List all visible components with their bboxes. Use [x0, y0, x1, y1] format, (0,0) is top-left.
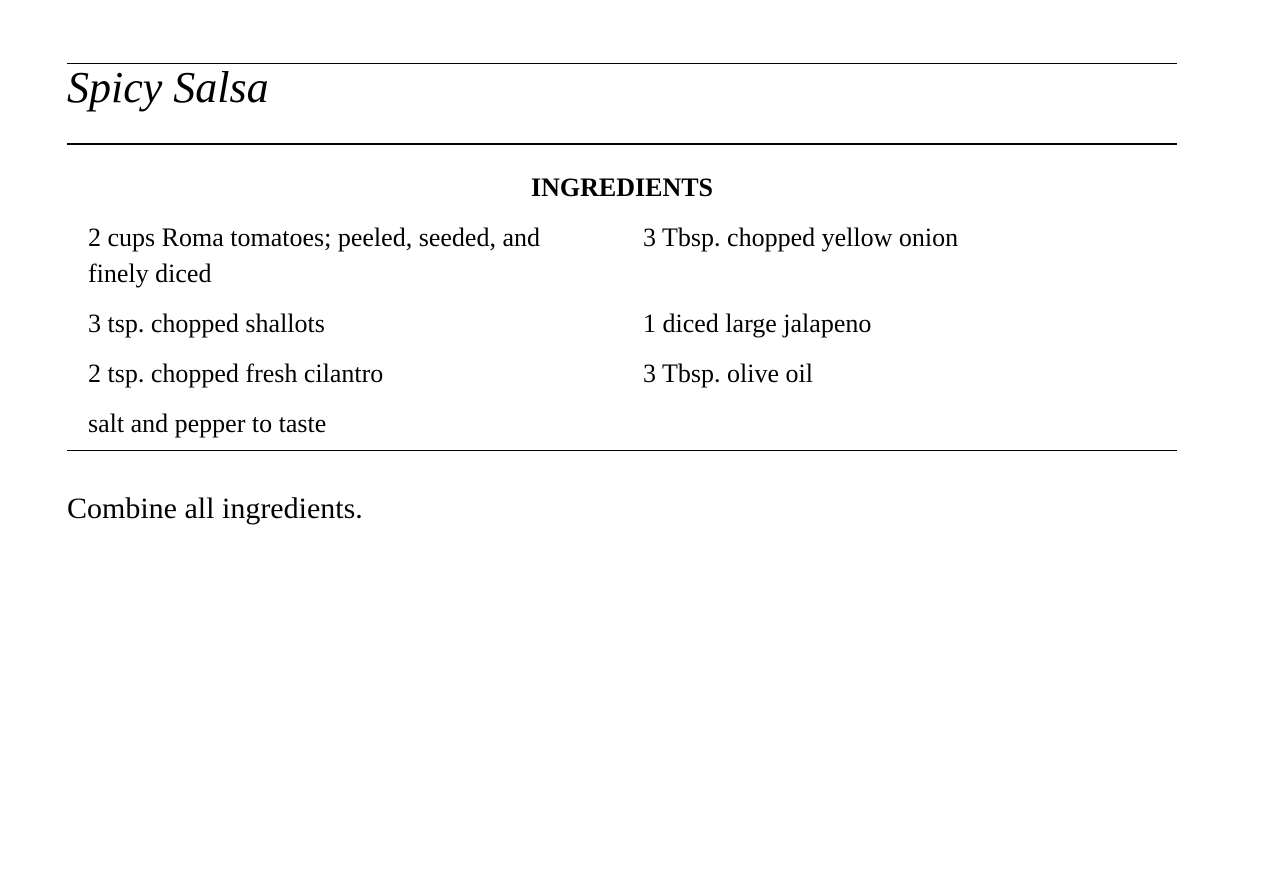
ingredient-item: 1 diced large jalapeno	[643, 309, 872, 338]
recipe-title: Spicy Salsa	[67, 63, 269, 112]
ingredient-item: salt and pepper to taste	[88, 409, 327, 438]
ingredient-item: 2 cups Roma tomatoes; peeled, seeded, and finely diced	[88, 223, 540, 288]
ingredient-item: 3 Tbsp. olive oil	[643, 359, 813, 388]
ingredients-list	[88, 220, 1177, 442]
ingredients-bottom-rule	[67, 450, 1177, 451]
recipe-instructions: Combine all ingredients.	[67, 492, 363, 525]
title-rule	[67, 143, 1177, 145]
ingredients-heading: INGREDIENTS	[530, 173, 714, 202]
ingredient-item: 3 Tbsp. chopped yellow onion	[643, 223, 959, 252]
ingredient-item: 2 tsp. chopped fresh cilantro	[88, 359, 384, 388]
ingredient-item: 3 tsp. chopped shallots	[88, 309, 325, 338]
